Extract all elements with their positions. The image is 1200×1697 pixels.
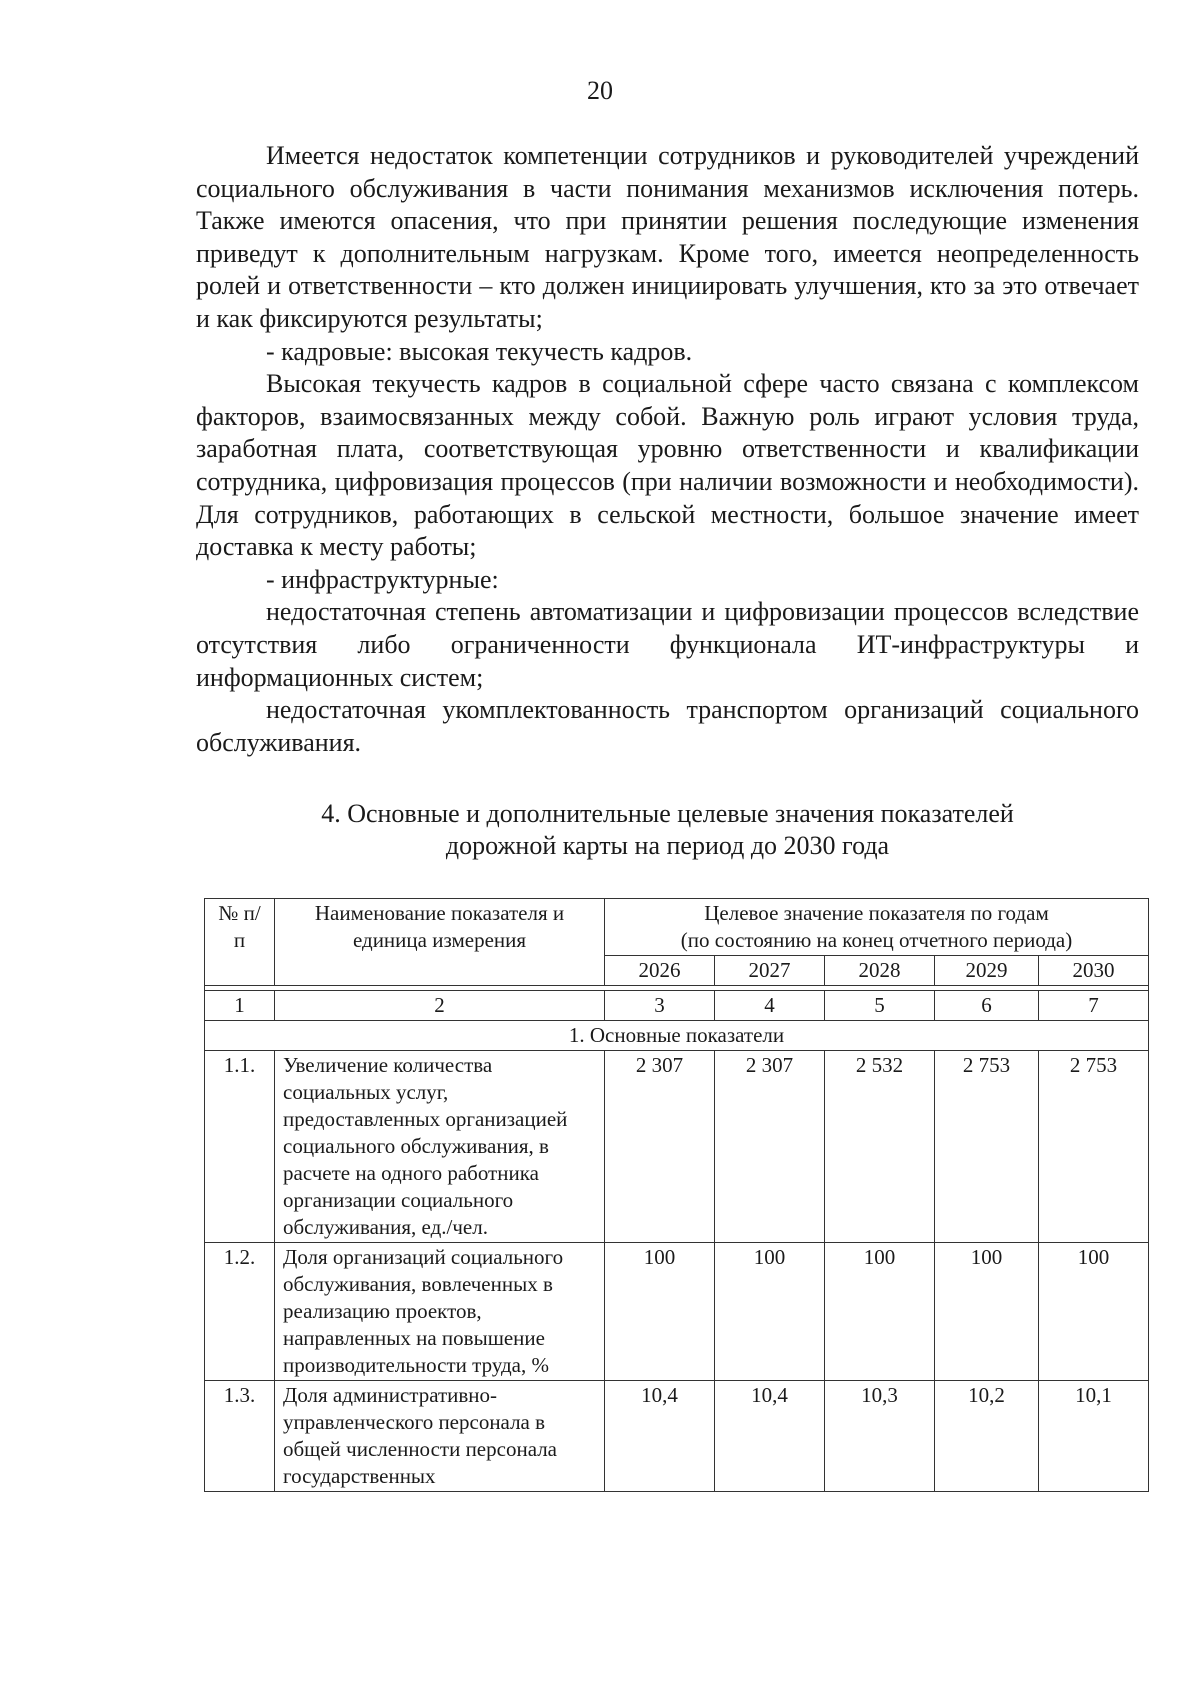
section-title-line: 4. Основные и дополнительные целевые значения показателей: [321, 799, 1014, 828]
section-title-line: дорожной карты на период до 2030 года: [445, 831, 890, 860]
year-cell: 2028: [825, 956, 935, 986]
table-header-row: [205, 899, 1149, 956]
paragraph: Высокая текучесть кадров в социальной сфере часто связана с комплексом факторов, взаимосвязанных между собой. Важную роль играют условия труда, заработная плата, соответствующая уровню ответственности и квалификации сотрудника, цифровизация процессов (при наличии возможности и необходимости). Для сотрудников, работающих в сельской местности, большое значение имеет доставка к месту работы;: [196, 369, 1139, 562]
row-value: 2 307: [715, 1051, 825, 1243]
header-target: [605, 899, 1149, 956]
col-number: 5: [825, 991, 935, 1021]
paragraph: Имеется недостаток компетенции сотрудников и руководителей учреждений социального обслуживания в части понимания механизмов исключения потерь. Также имеются опасения, что при принятии решения последующие изменения приведут к дополнительным нагрузкам. Кроме того, имеется неопределенность ролей и ответственности – кто должен инициировать улучшения, кто за это отвечает и как фиксируются результаты;: [196, 141, 1139, 333]
row-value: 2 307: [605, 1051, 715, 1243]
row-num: 1.3.: [205, 1381, 275, 1492]
col-number: 2: [275, 991, 605, 1021]
row-value: 100: [605, 1243, 715, 1381]
row-name: Доля административно-управленческого персонала в общей численности персонала государственных: [275, 1381, 605, 1492]
page-number: 20: [587, 76, 613, 105]
col-number: 7: [1039, 991, 1149, 1021]
row-num: 1.2.: [205, 1243, 275, 1381]
row-value: 10,2: [935, 1381, 1039, 1492]
paragraph: недостаточная укомплектованность транспортом организаций социального обслуживания.: [196, 695, 1139, 757]
year-cell: 2030: [1039, 956, 1149, 986]
row-name: Доля организаций социального обслуживания, вовлеченных в реализацию проектов, направленных на повышение производительности труда, %: [275, 1243, 605, 1381]
table-row: [205, 1051, 1149, 1243]
row-value: 10,4: [715, 1381, 825, 1492]
header-target-line: Целевое значение показателя по годам: [704, 901, 1049, 925]
indicators-table: [204, 898, 1149, 1492]
year-cell: 2026: [605, 956, 715, 986]
header-target-line: (по состоянию на конец отчетного периода): [680, 928, 1073, 952]
col-number: 6: [935, 991, 1039, 1021]
year-cell: 2027: [715, 956, 825, 986]
row-value: 10,3: [825, 1381, 935, 1492]
row-num: 1.1.: [205, 1051, 275, 1243]
paragraph: - инфраструктурные:: [266, 564, 499, 594]
row-value: 100: [935, 1243, 1039, 1381]
row-value: 2 532: [825, 1051, 935, 1243]
header-name: Наименование показателя и единица измерения: [275, 899, 605, 986]
body-text: [196, 140, 1139, 759]
table-row: [205, 1243, 1149, 1381]
row-value: 10,4: [605, 1381, 715, 1492]
row-value: 10,1: [1039, 1381, 1149, 1492]
row-value: 2 753: [935, 1051, 1039, 1243]
row-name: Увеличение количества социальных услуг, предоставленных организацией социального обслуживания, в расчете на одного работника организации социального обслуживания, ед./чел.: [275, 1051, 605, 1243]
row-value: 100: [715, 1243, 825, 1381]
paragraph: - кадровые: высокая текучесть кадров.: [266, 336, 693, 366]
group-title: 1. Основные показатели: [205, 1021, 1149, 1051]
year-cell: 2029: [935, 956, 1039, 986]
group-title-row: [205, 1021, 1149, 1051]
row-value: 2 753: [1039, 1051, 1149, 1243]
section-title: [196, 798, 1139, 862]
header-num: № п/п: [205, 899, 275, 986]
table-row: [205, 1381, 1149, 1492]
paragraph: недостаточная степень автоматизации и цифровизации процессов вследствие отсутствия либо ограниченности функционала ИТ-инфраструктуры и информационных систем;: [196, 597, 1139, 692]
column-numbers-row: [205, 991, 1149, 1021]
row-value: 100: [825, 1243, 935, 1381]
col-number: 4: [715, 991, 825, 1021]
col-number: 3: [605, 991, 715, 1021]
col-number: 1: [205, 991, 275, 1021]
row-value: 100: [1039, 1243, 1149, 1381]
